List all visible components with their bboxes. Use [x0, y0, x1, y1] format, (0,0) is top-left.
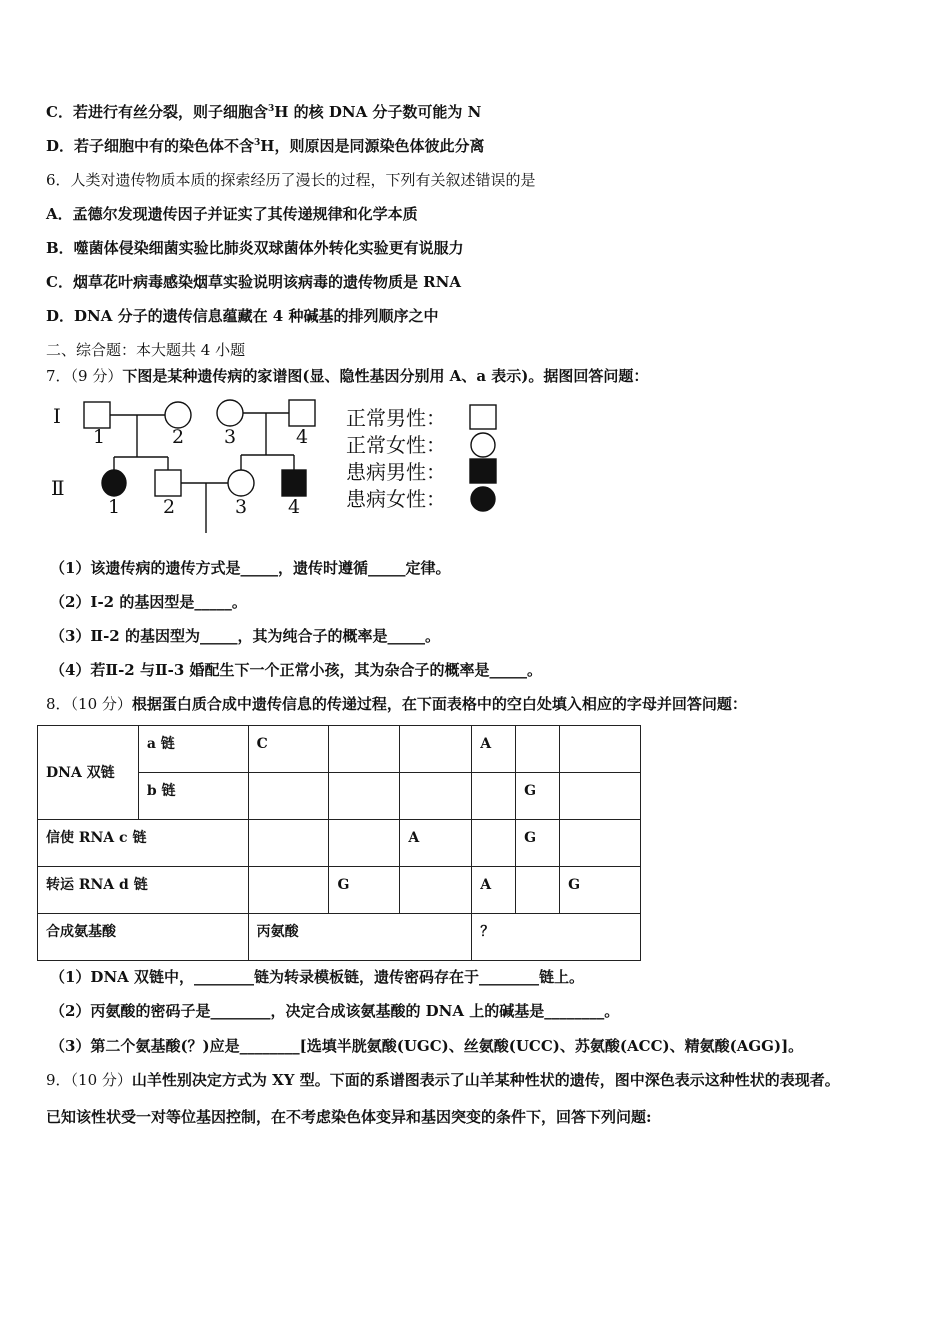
q7-stem: 7．（9 分）下图是某种遗传病的家谱图(显、隐性基因分别用 A、a 表示)。据图回答问题：	[46, 367, 649, 385]
table-cell[interactable]: A	[400, 820, 472, 867]
svg-text:2: 2	[163, 496, 176, 518]
amino-acid-2[interactable]: ？	[472, 914, 641, 961]
table-cell[interactable]: A	[472, 726, 516, 773]
legend-affected-female: 患病女性：	[346, 487, 446, 511]
table-cell[interactable]	[516, 726, 560, 773]
table-cell[interactable]: C	[248, 726, 329, 773]
q8-sub1: （1）DNA 双链中，________链为转录模板链，遗传密码存在于________链上。	[50, 968, 585, 986]
pedigree-II3-normal-female	[228, 470, 254, 496]
gen-II-label: Ⅱ	[51, 476, 65, 500]
q7-sub2: （2）Ⅰ-2 的基因型是_____。	[50, 593, 247, 611]
a-chain-label: a 链	[138, 726, 248, 773]
svg-text:4: 4	[296, 426, 309, 448]
table-cell[interactable]	[516, 867, 560, 914]
svg-text:1: 1	[93, 426, 106, 448]
table-cell[interactable]: G	[560, 867, 641, 914]
q7-sub4: （4）若Ⅱ-2 与Ⅱ-3 婚配生下一个正常小孩，其为杂合子的概率是_____。	[50, 661, 542, 679]
pedigree-I2-normal-female	[165, 402, 191, 428]
pedigree-I4-normal-male	[289, 400, 315, 426]
table-cell[interactable]	[472, 773, 516, 820]
pedigree-I1-normal-male	[84, 402, 110, 428]
svg-text:1: 1	[108, 496, 121, 518]
trna-label: 转运 RNA d 链	[38, 867, 249, 914]
table-cell[interactable]: G	[329, 867, 400, 914]
pedigree-II1-affected-female	[102, 470, 126, 496]
dna-label-cell: DNA 双链	[38, 726, 139, 820]
legend-affected-male-icon	[470, 459, 496, 483]
svg-text:3: 3	[235, 496, 248, 518]
q9-stem: 9．（10 分）山羊性别决定方式为 XY 型。下面的系谱图表示了山羊某种性状的遗传，图中深色表示这种性状的表现者。	[46, 1071, 840, 1089]
section-title: 二、综合题：本大题共 4 小题	[46, 341, 246, 359]
genetic-code-table	[37, 725, 641, 961]
table-cell[interactable]: G	[516, 820, 560, 867]
table-row	[38, 914, 641, 961]
q6-stem: 6．人类对遗传物质本质的探索经历了漫长的过程，下列有关叙述错误的是	[46, 171, 536, 189]
legend-normal-male-icon	[470, 405, 496, 429]
svg-text:3: 3	[224, 426, 237, 448]
q6-option-a: A．孟德尔发现遗传因子并证实了其传递规律和化学本质	[46, 205, 418, 223]
q6-option-c: C．烟草花叶病毒感染烟草实验说明该病毒的遗传物质是 RNA	[46, 273, 461, 291]
table-cell[interactable]	[560, 773, 641, 820]
table-cell[interactable]	[400, 773, 472, 820]
pedigree-II4-affected-male	[282, 470, 306, 496]
legend-affected-male: 患病男性：	[346, 460, 446, 484]
svg-text:4: 4	[288, 496, 301, 518]
table-cell[interactable]	[560, 820, 641, 867]
table-cell[interactable]	[472, 820, 516, 867]
table-cell[interactable]	[329, 726, 400, 773]
q5-option-d: D．若子细胞中有的染色体不含$^3$H，则原因是同源染色体彼此分离	[46, 137, 485, 155]
q5-option-c: C．若进行有丝分裂，则子细胞含$^3$H 的核 DNA 分子数可能为 N	[46, 103, 482, 121]
table-cell[interactable]	[329, 820, 400, 867]
table-row	[38, 867, 641, 914]
table-cell[interactable]	[248, 867, 329, 914]
q6-option-b: B．噬菌体侵染细菌实验比肺炎双球菌体外转化实验更有说服力	[46, 239, 464, 257]
table-cell[interactable]: A	[472, 867, 516, 914]
b-chain-label: b 链	[138, 773, 248, 820]
gen-I-label: Ⅰ	[53, 404, 61, 428]
q9-line2: 已知该性状受一对等位基因控制，在不考虑染色体变异和基因突变的条件下，回答下列问题:	[46, 1108, 652, 1126]
table-row	[38, 820, 641, 867]
pedigree-II2-normal-male	[155, 470, 181, 496]
svg-text:2: 2	[172, 426, 185, 448]
q8-stem: 8．（10 分）根据蛋白质合成中遗传信息的传递过程，在下面表格中的空白处填入相应的字母并回答问题：	[46, 695, 747, 713]
pedigree-I3-normal-female	[217, 400, 243, 426]
legend-affected-female-icon	[471, 487, 495, 511]
q7-sub1: （1）该遗传病的遗传方式是_____，遗传时遵循_____定律。	[50, 559, 451, 577]
pedigree-chart	[48, 393, 508, 533]
legend-normal-male: 正常男性：	[346, 406, 446, 430]
q7-sub3: （3）Ⅱ-2 的基因型为_____，其为纯合子的概率是_____。	[50, 627, 440, 645]
mrna-label: 信使 RNA c 链	[38, 820, 249, 867]
table-cell[interactable]	[248, 773, 329, 820]
q8-sub2: （2）丙氨酸的密码子是________，决定合成该氨基酸的 DNA 上的碱基是________。	[50, 1002, 620, 1020]
table-cell[interactable]	[400, 867, 472, 914]
legend-normal-female-icon	[471, 433, 495, 457]
table-cell[interactable]	[248, 820, 329, 867]
amino-acid-1: 丙氨酸	[248, 914, 472, 961]
table-cell[interactable]	[329, 773, 400, 820]
q6-option-d: D．DNA 分子的遗传信息蕴藏在 4 种碱基的排列顺序之中	[46, 307, 439, 325]
table-cell[interactable]	[400, 726, 472, 773]
legend-normal-female: 正常女性：	[346, 433, 446, 457]
table-cell[interactable]: G	[516, 773, 560, 820]
amino-acid-label: 合成氨基酸	[38, 914, 249, 961]
table-cell[interactable]	[560, 726, 641, 773]
q8-sub3: （3）第二个氨基酸(？)应是________[选填半胱氨酸(UGC)、丝氨酸(UCC)、苏氨酸(ACC)、精氨酸(AGG)]。	[50, 1037, 804, 1055]
table-row	[38, 726, 641, 773]
